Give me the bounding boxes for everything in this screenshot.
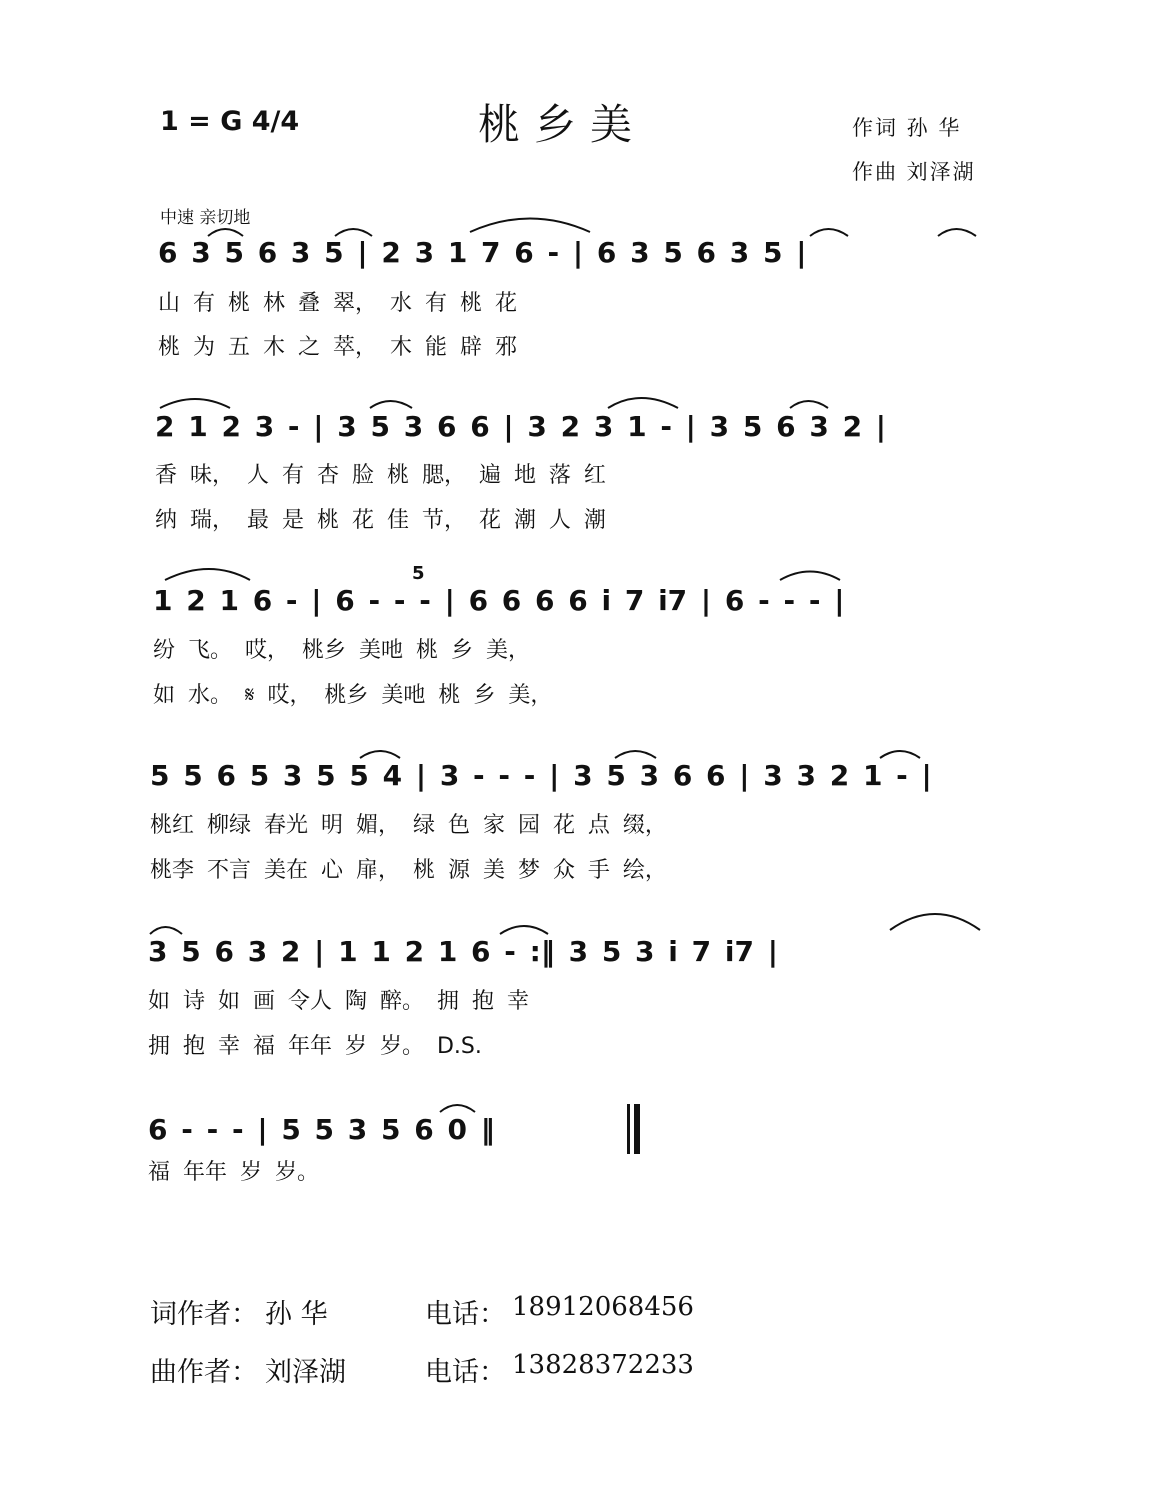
notation-row-1: 6 3 5 6 3 5 | 2 3 1 7 6 - | 6 3 5 6 3 5 | (158, 236, 807, 269)
footer-composer-phone: 13828372233 (512, 1350, 694, 1380)
song-title: 桃乡美 (478, 100, 647, 149)
footer-composer-name: 刘泽湖 (265, 1357, 346, 1388)
lyrics-row-2-verse-1: 香 味， 人 有 杏 脸 桃 腮， 遍 地 落 红 (155, 463, 606, 488)
footer-composer-phone-label: 电话： (425, 1357, 506, 1388)
slur (470, 219, 590, 233)
slur (790, 401, 828, 408)
slur (360, 751, 400, 758)
footer-lyricist-label: 词作者： (150, 1299, 258, 1330)
slur (370, 401, 412, 408)
lyricist-credit: 作词 孙 华 (852, 116, 962, 140)
slur (165, 569, 250, 580)
tempo-marking: 中速 亲切地 (160, 208, 251, 228)
slur (335, 229, 372, 236)
lyrics-row-6-verse-1: 福 年年 岁 岁。 (148, 1160, 319, 1185)
footer-composer-label: 曲作者： (150, 1357, 258, 1388)
lyrics-row-1-verse-2: 桃 为 五 木 之 萃， 木 能 辟 邪 (158, 335, 517, 360)
grace-note: 5 (412, 563, 425, 584)
notation-row-6: 6 - - - | 5 5 3 5 6 0 ‖ (148, 1113, 495, 1146)
slur (500, 926, 548, 934)
slur (938, 229, 976, 236)
key-signature: 1 = G 4/4 (160, 106, 300, 137)
footer-lyricist-phone-label: 电话： (425, 1299, 506, 1330)
lyrics-row-5-verse-2: 拥 抱 幸 福 年年 岁 岁。 D.S. (148, 1034, 482, 1059)
composer-credit: 作曲 刘泽湖 (852, 160, 976, 184)
footer-lyricist-name: 孙 华 (265, 1299, 328, 1330)
final-barline-thin (627, 1104, 630, 1154)
lyrics-row-2-verse-2: 纳 瑞， 最 是 桃 花 佳 节， 花 潮 人 潮 (155, 508, 606, 533)
slur (880, 751, 920, 758)
slur (615, 751, 656, 758)
footer-lyricist-phone: 18912068456 (512, 1292, 694, 1322)
notation-row-5: 3 5 6 3 2 | 1 1 2 1 6 - :‖ 3 5 3 i 7 i7 | (148, 935, 778, 968)
lyrics-row-3-verse-2: 如 水。 𝄋 哎， 桃乡 美吔 桃 乡 美， (153, 683, 553, 708)
notation-row-4: 5 5 6 5 3 5 5 4 | 3 - - - | 3 5 3 6 6 | 3 3 2 1 - | (150, 759, 932, 792)
slur (890, 914, 980, 930)
final-barline-thick (634, 1104, 640, 1154)
slur (208, 229, 243, 236)
slur (440, 1105, 475, 1112)
slur (780, 572, 840, 581)
notation-row-2: 2 1 2 3 - | 3 5 3 6 6 | 3 2 3 1 - | 3 5 6 3 2 | (155, 410, 887, 443)
lyrics-row-3-verse-1: 纷 飞。 哎， 桃乡 美吔 桃 乡 美， (153, 638, 530, 663)
lyrics-row-1-verse-1: 山 有 桃 林 叠 翠， 水 有 桃 花 (158, 291, 517, 316)
slur (160, 399, 230, 408)
lyrics-row-5-verse-1: 如 诗 如 画 令人 陶 醉。 拥 抱 幸 (148, 989, 529, 1014)
notation-row-3: 1 2 1 6 - | 6 - - - | 6 6 6 6 i 7 i7 | 6 - - - | (153, 584, 845, 617)
slur (608, 398, 678, 408)
lyrics-row-4-verse-2: 桃李 不言 美在 心 扉， 桃 源 美 梦 众 手 绘， (150, 858, 667, 883)
slur (150, 927, 182, 934)
lyrics-row-4-verse-1: 桃红 柳绿 春光 明 媚， 绿 色 家 园 花 点 缀， (150, 813, 667, 838)
slur (810, 229, 848, 236)
